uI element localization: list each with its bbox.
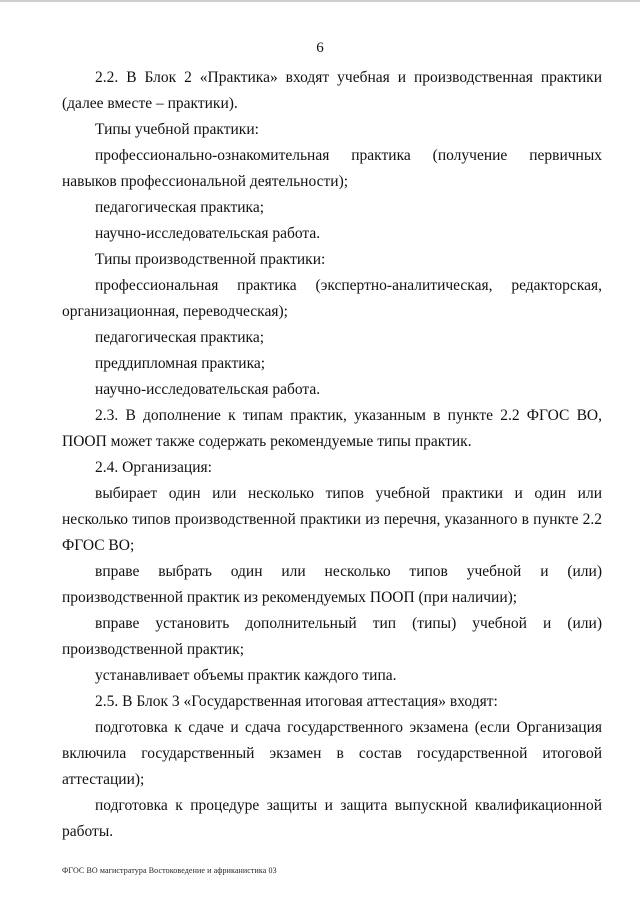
paragraph-may-establish: вправе установить дополнительный тип (типы) учебной и (или) производственной практик; [62, 615, 602, 658]
paragraph-study-practice-types: Типы учебной практики: [95, 121, 259, 138]
paragraph-chooses-types: выбирает один или несколько типов учебной практики и один или несколько типов производственной практики из перечня, указанного в пункте 2.2 ФГОС ВО; [62, 485, 602, 554]
paragraph-professional-practice: профессиональная практика (экспертно-аналитическая, редакторская, организационная, переводческая); [62, 277, 602, 320]
paragraph-industrial-practice-types: Типы производственной практики: [95, 251, 326, 268]
paragraph-pedagogical-practice-2: педагогическая практика; [95, 329, 265, 346]
paragraph-2-3: 2.3. В дополнение к типам практик, указанным в пункте 2.2 ФГОС ВО, ПООП может также содержать рекомендуемые типы практик. [62, 407, 602, 450]
top-edge-line [0, 0, 640, 2]
paragraph-2-5: 2.5. В Блок 3 «Государственная итоговая аттестация» входят: [95, 693, 498, 710]
page-footer: ФГОС ВО магистратура Востоковедение и африканистика 03 [62, 866, 277, 875]
paragraph-prediploma-practice: преддипломная практика; [95, 355, 266, 372]
paragraph-2-4: 2.4. Организация: [95, 459, 212, 476]
paragraph-may-choose: вправе выбрать один или несколько типов учебной и (или) производственной практик из рекомендуемых ПООП (при наличии); [62, 563, 602, 606]
paragraph-state-exam: подготовка к сдаче и сдача государственного экзамена (если Организация включила государственный экзамен в состав государственной итоговой аттестации); [62, 719, 602, 788]
paragraph-research-work: научно-исследовательская работа. [95, 225, 321, 242]
paragraph-pedagogical-practice: педагогическая практика; [95, 199, 265, 216]
document-body [62, 65, 602, 845]
paragraph-sets-volumes: устанавливает объемы практик каждого типа. [95, 667, 397, 684]
paragraph-2-2: 2.2. В Блок 2 «Практика» входят учебная и производственная практики (далее вместе – практики). [62, 69, 602, 112]
paragraph-professional-intro-practice: профессионально-ознакомительная практика (получение первичных навыков профессиональной деятельности); [62, 147, 602, 190]
paragraph-research-work-2: научно-исследовательская работа. [95, 381, 321, 398]
page-number: 6 [316, 40, 324, 56]
paragraph-thesis-defense: подготовка к процедуре защиты и защита выпускной квалификационной работы. [62, 797, 602, 840]
